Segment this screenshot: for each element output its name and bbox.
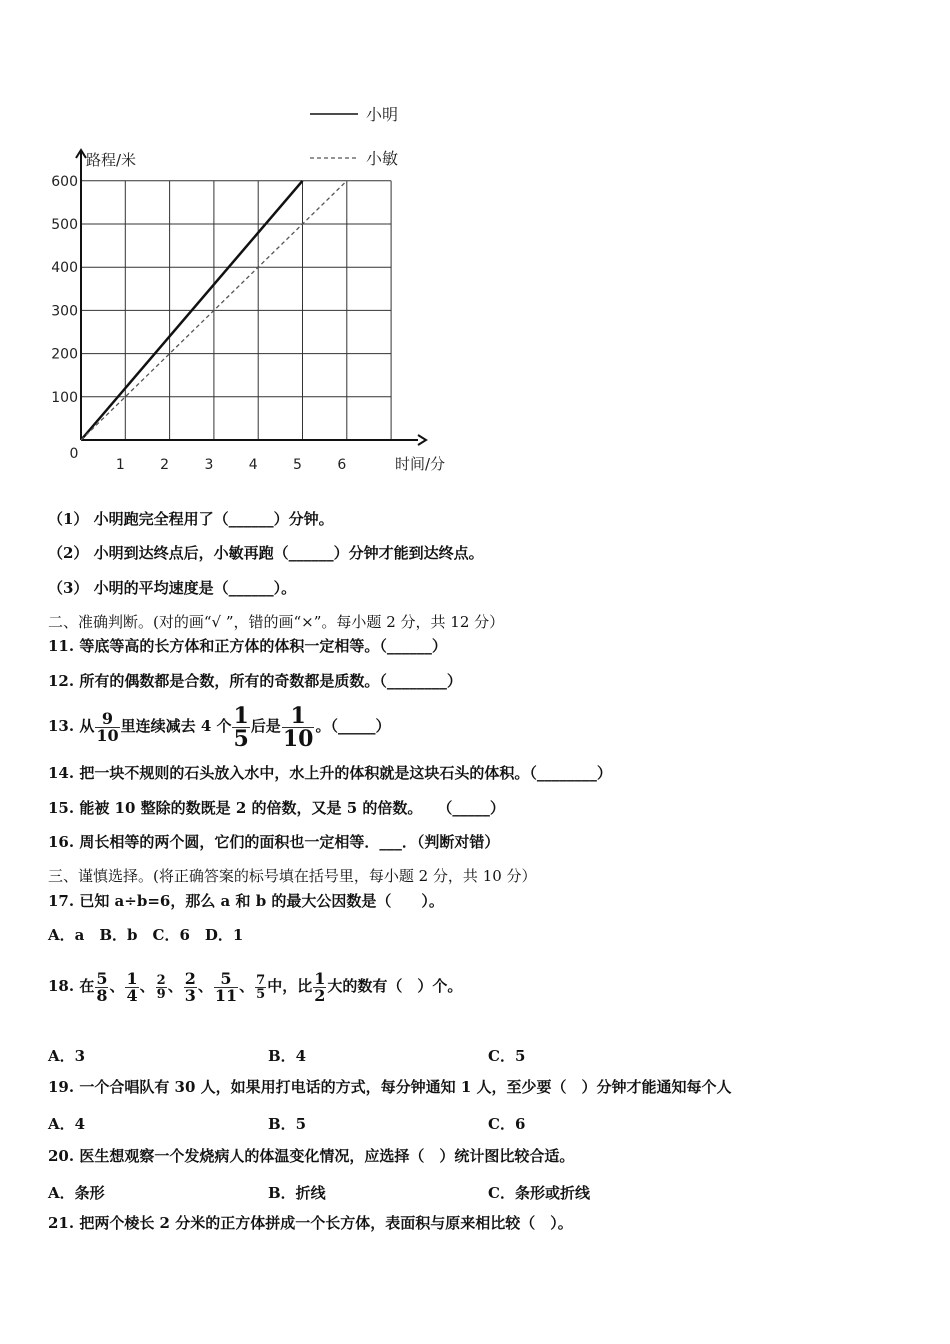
chart-ticks	[51, 151, 445, 473]
origin-label: 0	[69, 446, 79, 462]
fraction-7-5	[255, 974, 266, 1001]
fraction-denominator: 5	[256, 986, 266, 1002]
question-18-prefix: 18. 在	[48, 977, 95, 995]
legend-label: 小明	[366, 105, 399, 124]
y-tick-label: 100	[51, 389, 78, 406]
question-13-prefix: 13. 从	[48, 717, 95, 735]
fraction-1-2	[313, 968, 326, 1005]
x-tick-label: 1	[115, 457, 125, 473]
fraction-denominator: 5	[233, 725, 249, 752]
fraction-numerator: 2	[156, 972, 166, 988]
question-20-option-b: B．折线	[268, 1184, 326, 1202]
x-tick-label: 4	[248, 457, 258, 473]
separator: 、	[239, 977, 255, 995]
y-tick-label: 600	[51, 173, 78, 190]
question-19-option-a: A．4	[48, 1115, 86, 1133]
fraction-denominator: 8	[96, 985, 108, 1005]
legend-label: 小敏	[366, 149, 399, 168]
x-tick-label: 6	[337, 457, 347, 473]
question-15: 15. 能被 10 整除的数既是 2 的倍数，又是 5 的倍数。 （_____）	[48, 799, 505, 817]
question-18-option-c: C．5	[488, 1047, 526, 1065]
question-19-option-b: B．5	[268, 1115, 307, 1133]
fraction-numerator: 5	[220, 968, 232, 988]
question-13	[48, 702, 390, 750]
fraction-denominator: 10	[96, 725, 119, 745]
fraction-9-10	[95, 708, 119, 745]
fraction-2-3	[184, 968, 197, 1005]
separator: 、	[167, 977, 183, 995]
question-13-mid: 里连续减去 4 个	[120, 717, 232, 735]
separator: 、	[139, 977, 155, 995]
question-18-option-a: A．3	[48, 1047, 86, 1065]
fraction-numerator: 2	[184, 968, 196, 988]
chart-grid	[81, 181, 391, 440]
x-tick-label: 5	[293, 457, 302, 473]
x-tick-label: 3	[204, 457, 214, 473]
question-18-mid: 中，比	[267, 977, 313, 995]
question-19: 19. 一个合唱队有 30 人，如果用打电话的方式，每分钟通知 1 人，至少要（ ）分钟才能通知每个人	[48, 1078, 732, 1096]
y-tick-label: 400	[51, 260, 78, 277]
y-tick-label: 200	[51, 346, 78, 363]
y-tick-label: 500	[51, 217, 78, 233]
fraction-1-5	[232, 702, 249, 752]
fraction-1-10	[282, 702, 315, 752]
x-tick-label: 2	[160, 457, 170, 473]
question-1: （1） 小明跑完全程用了（______）分钟。	[48, 510, 334, 528]
question-13-suffix: 。（_____）	[315, 717, 391, 735]
question-17: 17. 已知 a÷b=6，那么 a 和 b 的最大公因数是（ ）。	[48, 892, 444, 910]
chart-legend	[310, 105, 398, 168]
fraction-1-4	[125, 968, 138, 1005]
question-16: 16. 周长相等的两个圆，它们的面积也一定相等．___．（判断对错）	[48, 833, 500, 851]
fraction-numerator: 5	[96, 968, 108, 988]
question-2: （2） 小明到达终点后，小敏再跑（______）分钟才能到达终点。	[48, 544, 484, 562]
fraction-2-9	[156, 974, 167, 1001]
question-18-suffix: 大的数有（ ）个。	[327, 977, 463, 995]
distance-time-chart	[40, 95, 480, 480]
fraction-numerator: 9	[101, 708, 114, 728]
question-18	[48, 960, 462, 1012]
fraction-numerator: 1	[233, 702, 249, 729]
fraction-denominator: 3	[184, 985, 196, 1005]
fraction-5-11	[214, 968, 238, 1005]
fraction-5-8	[95, 968, 108, 1005]
y-axis-label: 路程/米	[86, 151, 137, 169]
question-20-option-a: A．条形	[48, 1184, 105, 1202]
section-2-heading: 二、准确判断。(对的画“√ ”，错的画“×”。每小题 2 分，共 12 分）	[48, 613, 505, 631]
x-axis-label: 时间/分	[395, 455, 446, 473]
fraction-numerator: 1	[314, 968, 326, 988]
separator: 、	[109, 977, 125, 995]
chart-axes	[76, 150, 426, 445]
separator: 、	[197, 977, 213, 995]
fraction-denominator: 4	[126, 985, 138, 1005]
question-14: 14. 把一块不规则的石头放入水中，水上升的体积就是这块石头的体积。（________）	[48, 764, 612, 782]
fraction-denominator: 11	[214, 985, 238, 1005]
question-12: 12. 所有的偶数都是合数，所有的奇数都是质数。（________）	[48, 672, 462, 690]
fraction-denominator: 9	[156, 986, 166, 1002]
question-21: 21. 把两个棱长 2 分米的正方体拼成一个长方体，表面积与原来相比较（ ）。	[48, 1214, 573, 1232]
x-axis-arrow	[418, 435, 426, 445]
question-20-option-c: C．条形或折线	[488, 1184, 590, 1202]
fraction-denominator: 2	[314, 985, 326, 1005]
fraction-denominator: 10	[282, 725, 314, 752]
question-11: 11. 等底等高的长方体和正方体的体积一定相等。（______）	[48, 637, 447, 655]
fraction-numerator: 7	[256, 972, 266, 988]
question-18-option-b: B．4	[268, 1047, 307, 1065]
section-3-heading: 三、谨慎选择。(将正确答案的标号填在括号里，每小题 2 分，共 10 分）	[48, 867, 537, 885]
question-19-option-c: C．6	[488, 1115, 526, 1133]
question-17-options: A．a B．b C．6 D．1	[48, 926, 244, 944]
fraction-numerator: 1	[290, 702, 306, 729]
question-20: 20. 医生想观察一个发烧病人的体温变化情况，应选择（ ）统计图比较合适。	[48, 1147, 575, 1165]
fraction-numerator: 1	[126, 968, 138, 988]
y-tick-label: 300	[51, 303, 78, 320]
question-13-mid2: 后是	[250, 717, 281, 735]
question-3: （3） 小明的平均速度是（______）。	[48, 579, 297, 597]
